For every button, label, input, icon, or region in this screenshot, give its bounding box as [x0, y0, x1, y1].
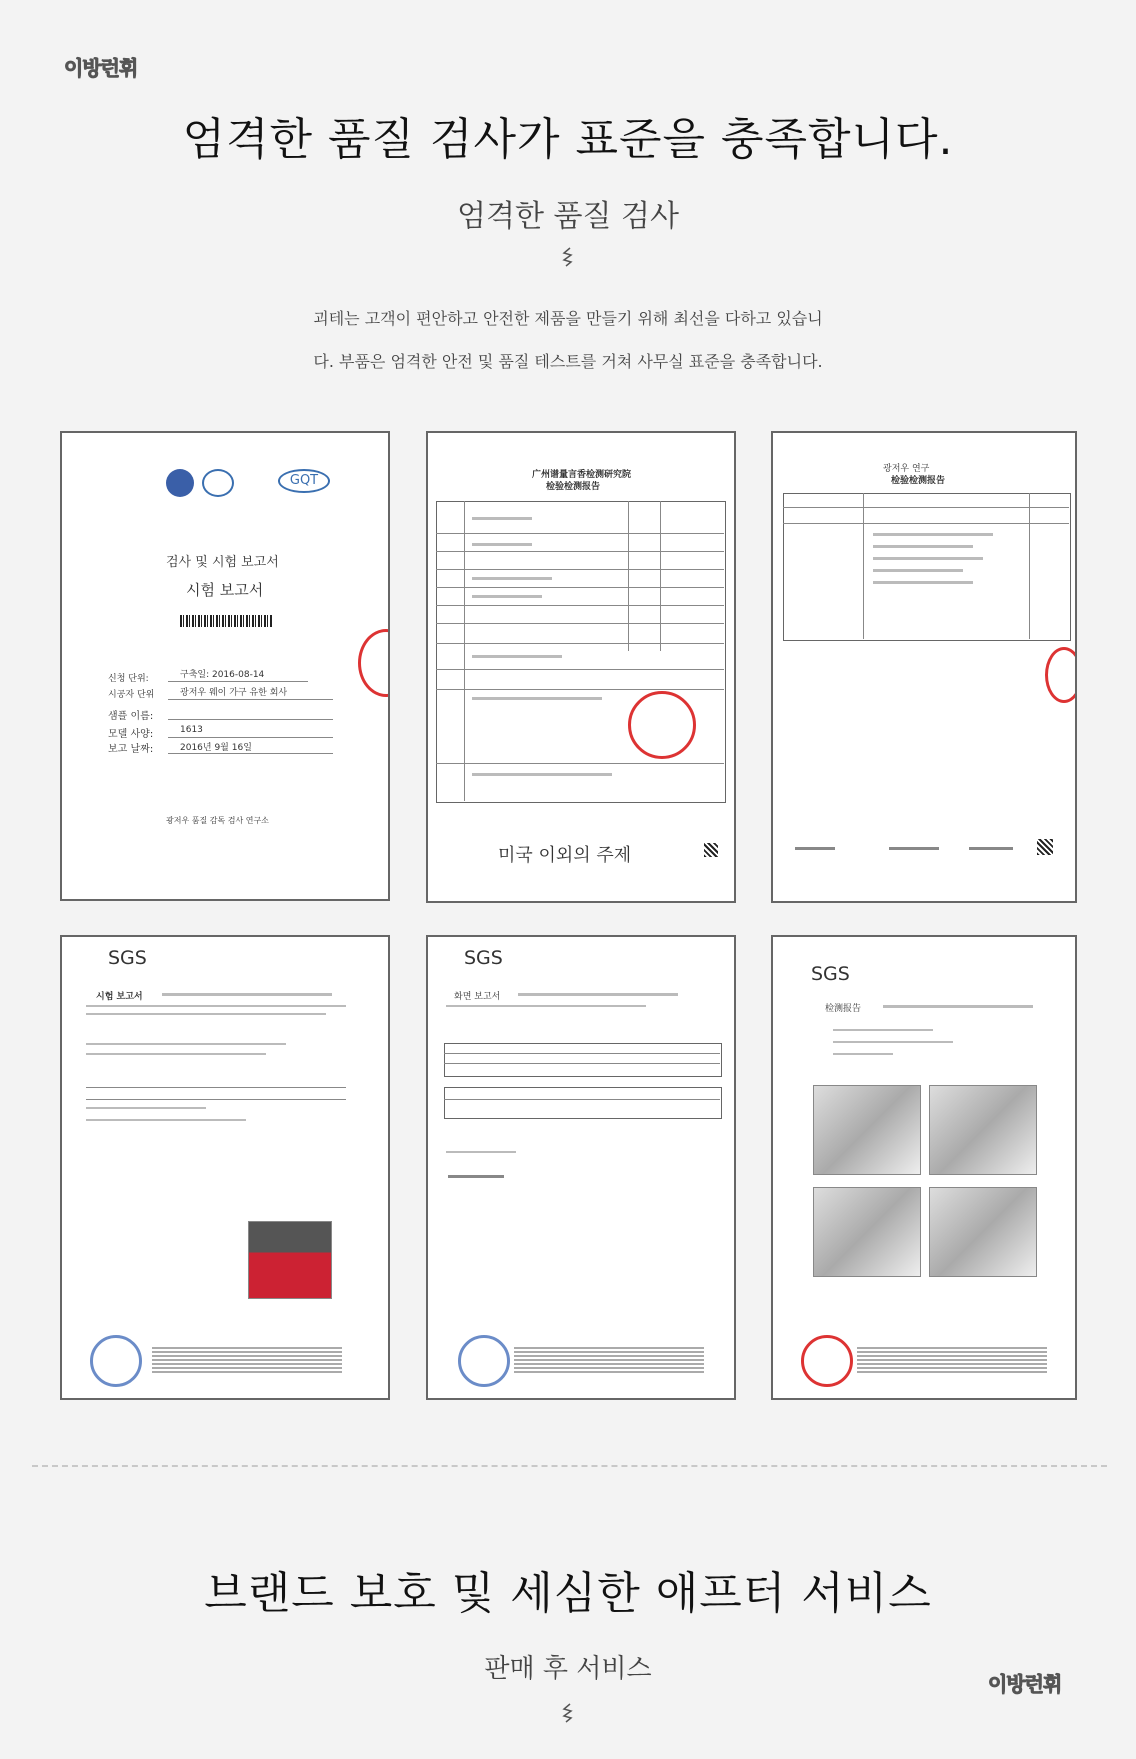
cert4-title: 시험 보고서 — [96, 992, 143, 1002]
cert5-title: 화면 보고서 — [454, 992, 501, 1002]
product-photo — [813, 1187, 921, 1277]
qr-code-icon — [1037, 839, 1053, 855]
red-seal-icon — [801, 1335, 853, 1387]
certificate-sgs-report-1 — [60, 935, 390, 1400]
signature — [795, 847, 835, 850]
certificate-sgs-report-2 — [426, 935, 736, 1400]
cert1-row2-value: 광저우 웨이 가구 유한 회사 — [180, 688, 288, 698]
section1-subtitle: 엄격한 품질 검사 — [457, 199, 679, 234]
cert1-row4-value: 1613 — [180, 725, 203, 735]
section2-subtitle: 판매 후 서비스 — [484, 1654, 652, 1684]
cert1-row2-label: 시공자 단위 — [108, 690, 155, 700]
cert3-header-line2: 检验检测报告 — [891, 476, 946, 486]
signature — [448, 1175, 504, 1178]
cert1-heading: 검사 및 시험 보고서 — [166, 555, 279, 570]
cert1-subheading: 시험 보고서 — [186, 581, 264, 599]
cert3-table — [783, 493, 1071, 641]
cert1-row4-label: 모델 사양: — [108, 729, 154, 740]
product-photo — [929, 1187, 1037, 1277]
cert1-row1-value: 구축일: 2016-08-14 — [180, 670, 265, 680]
cert1-row5-label: 보고 날짜: — [108, 744, 154, 755]
cert3-header-line1: 광저우 연구 — [883, 464, 930, 474]
sgs-logo: SGS — [108, 947, 147, 969]
section2-title: 브랜드 보호 및 세심한 애프터 서비스 — [204, 1568, 932, 1619]
cert2-table — [436, 501, 726, 803]
barcode — [180, 615, 272, 627]
sgs-logo: SGS — [464, 947, 503, 969]
signature — [889, 847, 939, 850]
product-photo — [929, 1085, 1037, 1175]
watermark-bottom: 이방런휘 — [988, 1672, 1062, 1696]
cert1-footer: 광저우 품질 감독 검사 연구소 — [166, 816, 269, 825]
cert1-row5-value: 2016년 9월 16일 — [180, 743, 252, 753]
section1-title: 엄격한 품질 검사가 표준을 충족합니다. — [182, 114, 954, 165]
squiggle-icon — [558, 246, 578, 268]
red-seal-icon — [628, 691, 696, 759]
section-divider — [32, 1465, 1107, 1467]
sgs-seal-icon — [458, 1335, 510, 1387]
cert6-title: 检测报告 — [825, 1004, 862, 1014]
ilac-logo-icon — [166, 469, 194, 497]
cert5-table-2 — [444, 1087, 722, 1119]
cert2-footer-overlay: 미국 이외의 주제 — [498, 845, 632, 866]
cnas-logo-icon — [202, 469, 234, 497]
gqt-logo: GQT — [278, 469, 330, 493]
signature — [969, 847, 1013, 850]
product-photo — [813, 1085, 921, 1175]
sgs-logo: SGS — [811, 963, 850, 985]
product-photo — [248, 1221, 332, 1299]
squiggle-icon — [558, 1702, 578, 1724]
cert5-table-1 — [444, 1043, 722, 1077]
section1-desc-line1: 괴테는 고객이 편안하고 안전한 제품을 만들기 위해 최선을 다하고 있습니 — [313, 309, 823, 328]
qr-code-icon — [704, 843, 718, 857]
cert1-row3-label: 샘플 이름: — [108, 711, 154, 722]
certificate-guangzhou-report — [426, 431, 736, 903]
section1-desc-line2: 다. 부품은 엄격한 안전 및 품질 테스트를 거쳐 사무실 표준을 충족합니다. — [313, 352, 823, 371]
watermark-top: 이방런휘 — [64, 56, 138, 80]
certificate-sgs-report-3 — [771, 935, 1077, 1400]
certificate-research-report — [771, 431, 1077, 903]
cert1-row1-label: 신청 단위: — [108, 674, 149, 684]
cert2-header-line2: 检验检测报告 — [546, 482, 601, 492]
red-seal-icon — [1045, 647, 1077, 703]
certificate-inspection-report — [60, 431, 390, 901]
red-seal-icon — [358, 629, 390, 697]
cert2-header-line1: 广州谱量言香检测研究院 — [532, 470, 632, 480]
sgs-seal-icon — [90, 1335, 142, 1387]
